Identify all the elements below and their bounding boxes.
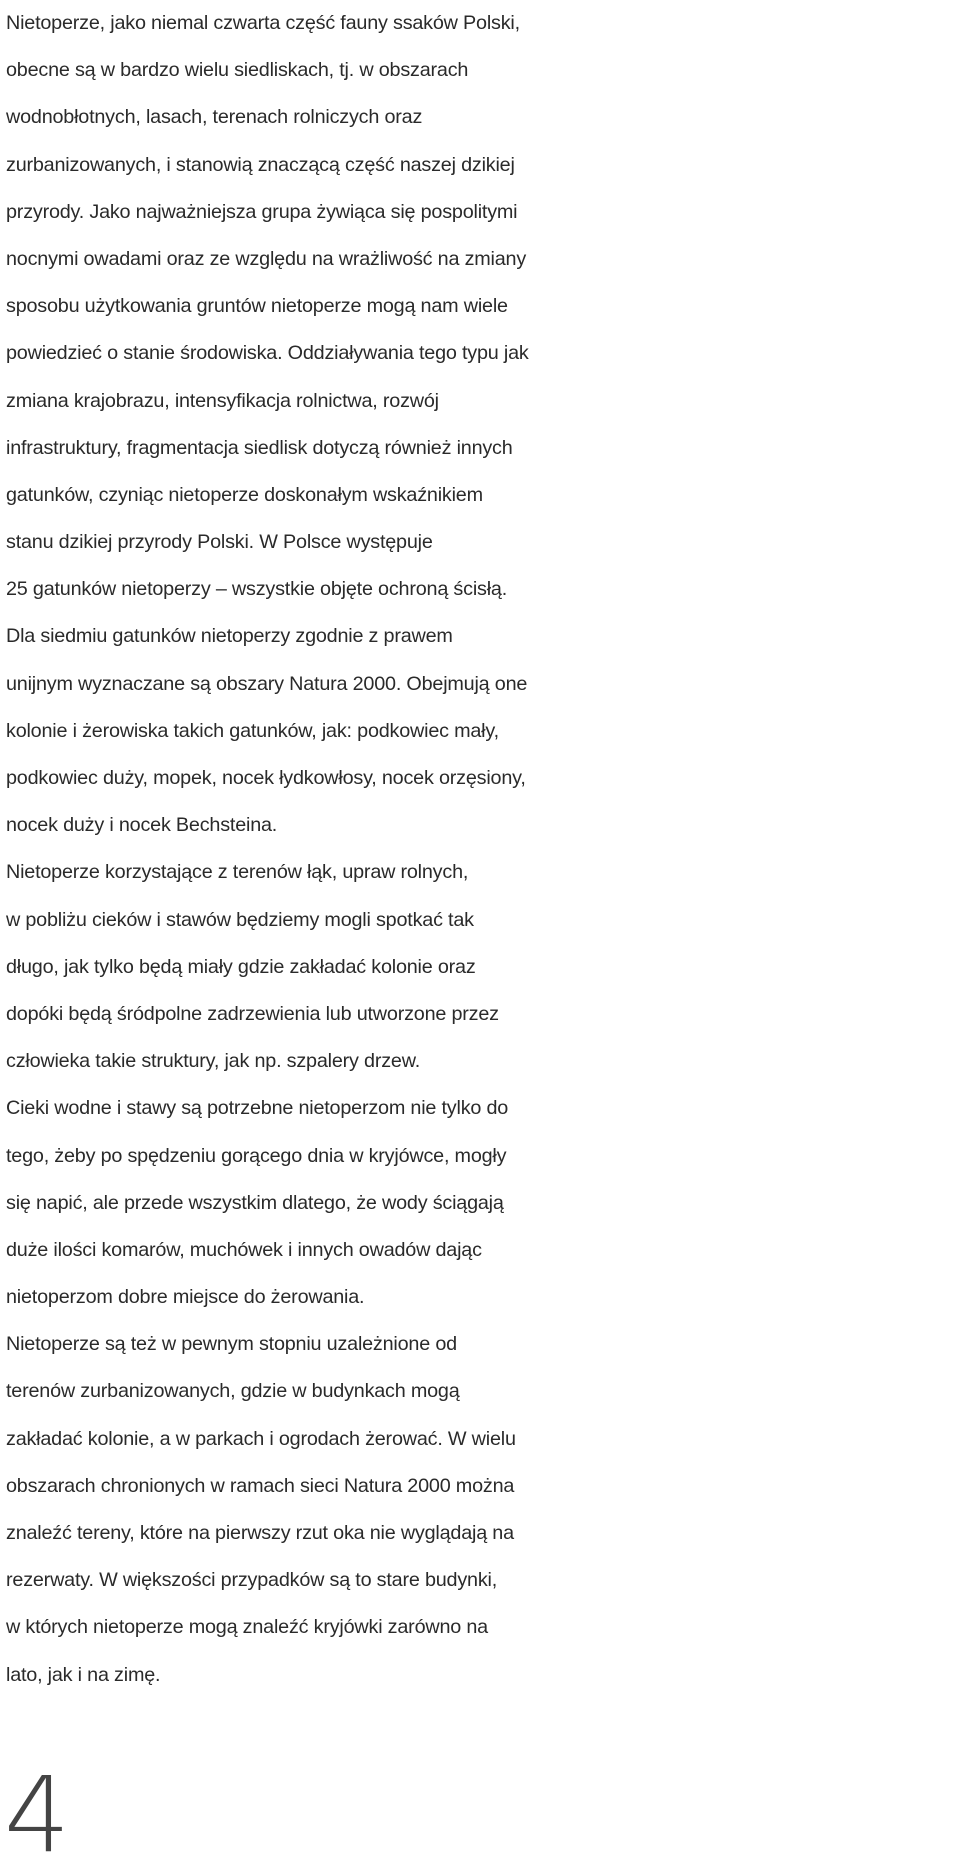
- text-line: kolonie i żerowiska takich gatunków, jak: podkowiec mały,: [6, 719, 499, 742]
- text-line: Cieki wodne i stawy są potrzebne nietoperzom nie tylko do: [6, 1097, 509, 1120]
- text-line: znaleźć tereny, które na pierwszy rzut oka nie wyglądają na: [6, 1522, 514, 1544]
- text-line: gatunków, czyniąc nietoperze doskonałym wskaźnikiem: [6, 483, 483, 506]
- text-line: stanu dzikiej przyrody Polski. W Polsce występuje: [6, 531, 433, 554]
- text-line: Nietoperze korzystające z terenów łąk, upraw rolnych,: [6, 861, 469, 884]
- text-line: sposobu użytkowania gruntów nietoperze mogą nam wiele: [6, 295, 508, 318]
- text-line: się napić, ale przede wszystkim dlatego, że wody ściągają: [6, 1191, 504, 1214]
- text-line: podkowiec duży, mopek, nocek łydkowłosy, nocek orzęsiony,: [6, 767, 526, 789]
- text-line: rezerwaty. W większości przypadków są to stare budynki,: [6, 1569, 498, 1592]
- text-line: zurbanizowanych, i stanowią znaczącą część naszej dzikiej: [6, 153, 515, 176]
- text-line: lato, jak i na zimę.: [6, 1663, 161, 1686]
- text-line: przyrody. Jako najważniejsza grupa żywiąca się pospolitymi: [6, 200, 518, 223]
- text-line: Dla siedmiu gatunków nietoperzy zgodnie z prawem: [6, 625, 453, 648]
- text-line: obszarach chronionych w ramach sieci Natura 2000 można: [6, 1474, 515, 1497]
- text-line: Nietoperze, jako niemal czwarta część fauny ssaków Polski,: [6, 12, 520, 34]
- text-line: nietoperzom dobre miejsce do żerowania.: [6, 1286, 365, 1309]
- text-line: dopóki będą śródpolne zadrzewienia lub utworzone przez: [6, 1002, 499, 1025]
- text-line: obecne są w bardzo wielu siedliskach, tj. w obszarach: [6, 59, 469, 82]
- document-body: [6, 0, 956, 1699]
- text-line: w których nietoperze mogą znaleźć kryjówki zarówno na: [6, 1616, 488, 1639]
- text-line: 25 gatunków nietoperzy – wszystkie objęte ochroną ścisłą.: [6, 578, 507, 601]
- text-line: powiedzieć o stanie środowiska. Oddziaływania tego typu jak: [6, 342, 529, 365]
- text-line: w pobliżu cieków i stawów będziemy mogli spotkać tak: [6, 908, 474, 931]
- page-number: 4: [4, 1754, 71, 1876]
- text-line: długo, jak tylko będą miały gdzie zakładać kolonie oraz: [6, 955, 476, 978]
- text-line: zakładać kolonie, a w parkach i ogrodach żerować. W wielu: [6, 1427, 516, 1450]
- text-line: terenów zurbanizowanych, gdzie w budynkach mogą: [6, 1380, 460, 1403]
- text-line: unijnym wyznaczane są obszary Natura 2000. Obejmują one: [6, 672, 528, 695]
- text-line: zmiana krajobrazu, intensyfikacja rolnictwa, rozwój: [6, 389, 439, 412]
- text-line: nocek duży i nocek Bechsteina.: [6, 814, 278, 837]
- text-line: Nietoperze są też w pewnym stopniu uzależnione od: [6, 1333, 457, 1356]
- text-line: tego, żeby po spędzeniu gorącego dnia w kryjówce, mogły: [6, 1144, 507, 1167]
- text-line: człowieka takie struktury, jak np. szpalery drzew.: [6, 1050, 420, 1073]
- text-line: nocnymi owadami oraz ze względu na wrażliwość na zmiany: [6, 247, 527, 270]
- text-line: infrastruktury, fragmentacja siedlisk dotyczą również innych: [6, 436, 513, 459]
- text-line: wodnobłotnych, lasach, terenach rolniczych oraz: [6, 106, 423, 129]
- text-line: duże ilości komarów, muchówek i innych owadów dając: [6, 1238, 482, 1261]
